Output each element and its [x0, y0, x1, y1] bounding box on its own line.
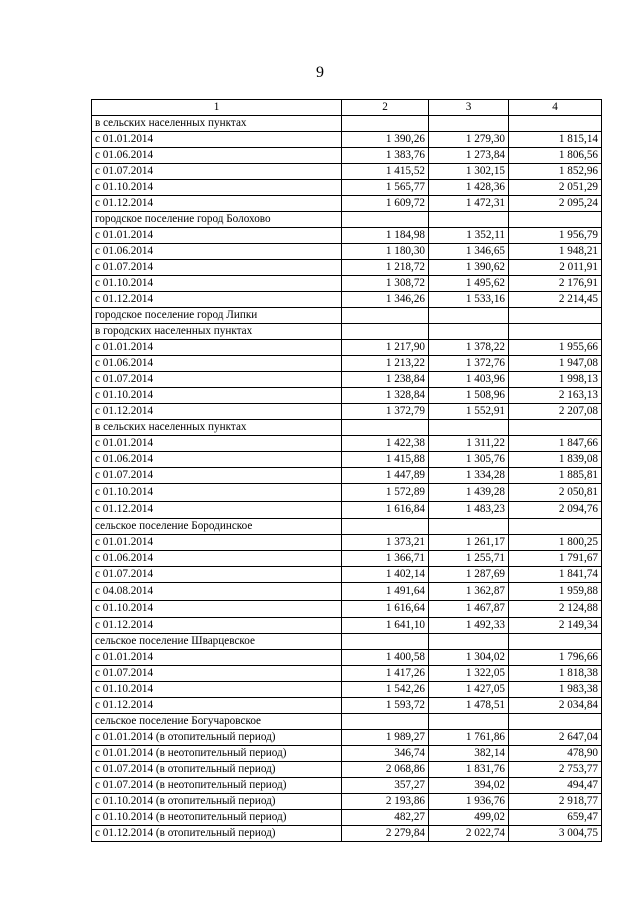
value-cell-col2: 1 565,77	[342, 180, 429, 196]
value-cell-col2: 1 422,38	[342, 436, 429, 452]
value-cell-col3	[429, 324, 509, 340]
value-cell-col3: 1 334,28	[429, 468, 509, 484]
value-cell-col4	[509, 308, 602, 324]
value-cell-col4: 1 948,21	[509, 244, 602, 260]
table-row	[92, 276, 602, 292]
value-cell-col4	[509, 420, 602, 436]
value-cell-col3	[429, 308, 509, 324]
row-label: с 01.01.2014 (в неотопительный период)	[92, 746, 342, 762]
value-cell-col3	[429, 116, 509, 132]
row-label: сельское поселение Бородинское	[92, 519, 342, 535]
row-label: с 01.07.2014	[92, 567, 342, 583]
row-label: с 01.12.2014	[92, 404, 342, 420]
value-cell-col2: 1 415,52	[342, 164, 429, 180]
row-label: с 01.12.2014	[92, 501, 342, 519]
value-cell-col2	[342, 714, 429, 730]
row-label: с 01.01.2014	[92, 650, 342, 666]
value-cell-col3: 1 492,33	[429, 618, 509, 634]
value-cell-col3: 1 255,71	[429, 551, 509, 567]
tariff-table	[91, 99, 602, 842]
value-cell-col4: 2 176,91	[509, 276, 602, 292]
row-label: с 01.07.2014	[92, 372, 342, 388]
row-label: с 01.01.2014	[92, 132, 342, 148]
row-label: с 01.07.2014	[92, 666, 342, 682]
value-cell-col3: 1 378,22	[429, 340, 509, 356]
value-cell-col4: 1 983,38	[509, 682, 602, 698]
value-cell-col2	[342, 212, 429, 228]
value-cell-col2: 1 184,98	[342, 228, 429, 244]
value-cell-col2: 1 616,84	[342, 501, 429, 519]
column-header-4: 4	[509, 100, 602, 116]
value-cell-col4	[509, 634, 602, 650]
row-label: с 01.06.2014	[92, 551, 342, 567]
value-cell-col3: 382,14	[429, 746, 509, 762]
row-label: с 01.12.2014	[92, 698, 342, 714]
table-row	[92, 519, 602, 535]
value-cell-col4: 1 947,08	[509, 356, 602, 372]
value-cell-col3: 1 346,65	[429, 244, 509, 260]
table-row	[92, 436, 602, 452]
value-cell-col3	[429, 519, 509, 535]
value-cell-col4: 2 918,77	[509, 794, 602, 810]
value-cell-col2: 1 346,26	[342, 292, 429, 308]
row-label: с 01.07.2014 (в отопительный период)	[92, 762, 342, 778]
value-cell-col2: 1 593,72	[342, 698, 429, 714]
value-cell-col4: 478,90	[509, 746, 602, 762]
row-label: с 01.10.2014	[92, 600, 342, 618]
value-cell-col2	[342, 324, 429, 340]
table-body	[92, 116, 602, 842]
value-cell-col2: 346,74	[342, 746, 429, 762]
value-cell-col2: 1 609,72	[342, 196, 429, 212]
value-cell-col2: 1 402,14	[342, 567, 429, 583]
table-row	[92, 778, 602, 794]
value-cell-col2: 1 383,76	[342, 148, 429, 164]
value-cell-col4: 494,47	[509, 778, 602, 794]
value-cell-col2: 1 238,84	[342, 372, 429, 388]
table-row	[92, 292, 602, 308]
row-label: с 04.08.2014	[92, 583, 342, 601]
value-cell-col2: 2 279,84	[342, 826, 429, 842]
table-row	[92, 180, 602, 196]
page-number: 9	[316, 64, 324, 81]
value-cell-col4	[509, 324, 602, 340]
value-cell-col4: 1 839,08	[509, 452, 602, 468]
value-cell-col3: 1 428,36	[429, 180, 509, 196]
row-label: с 01.01.2014	[92, 228, 342, 244]
row-label: с 01.10.2014 (в отопительный период)	[92, 794, 342, 810]
value-cell-col4: 1 959,88	[509, 583, 602, 601]
value-cell-col3: 1 273,84	[429, 148, 509, 164]
value-cell-col4	[509, 116, 602, 132]
value-cell-col4: 3 004,75	[509, 826, 602, 842]
table-row	[92, 260, 602, 276]
value-cell-col4: 2 051,29	[509, 180, 602, 196]
value-cell-col4: 1 796,66	[509, 650, 602, 666]
value-cell-col2: 1 217,90	[342, 340, 429, 356]
value-cell-col2	[342, 420, 429, 436]
value-cell-col3: 1 467,87	[429, 600, 509, 618]
value-cell-col4: 2 095,24	[509, 196, 602, 212]
value-cell-col3: 1 478,51	[429, 698, 509, 714]
value-cell-col3: 1 362,87	[429, 583, 509, 601]
row-label: городское поселение город Болохово	[92, 212, 342, 228]
row-label: с 01.12.2014	[92, 292, 342, 308]
row-label: с 01.06.2014	[92, 452, 342, 468]
value-cell-col3: 1 533,16	[429, 292, 509, 308]
value-cell-col4: 1 800,25	[509, 535, 602, 551]
value-cell-col3: 1 403,96	[429, 372, 509, 388]
value-cell-col3: 1 302,15	[429, 164, 509, 180]
row-label: с 01.07.2014	[92, 260, 342, 276]
value-cell-col2: 1 989,27	[342, 730, 429, 746]
value-cell-col3: 1 304,02	[429, 650, 509, 666]
table-row	[92, 567, 602, 583]
row-label: в городских населенных пунктах	[92, 324, 342, 340]
value-cell-col3	[429, 634, 509, 650]
value-cell-col2	[342, 519, 429, 535]
row-label: городское поселение город Липки	[92, 308, 342, 324]
row-label: в сельских населенных пунктах	[92, 116, 342, 132]
column-header-2: 2	[342, 100, 429, 116]
table-row	[92, 634, 602, 650]
value-cell-col4: 2 050,81	[509, 484, 602, 502]
table-row	[92, 682, 602, 698]
table-row	[92, 196, 602, 212]
table-row	[92, 501, 602, 519]
value-cell-col2	[342, 308, 429, 324]
value-cell-col4	[509, 714, 602, 730]
row-label: с 01.06.2014	[92, 148, 342, 164]
value-cell-col3: 1 427,05	[429, 682, 509, 698]
row-label: с 01.01.2014	[92, 436, 342, 452]
row-label: с 01.07.2014	[92, 468, 342, 484]
value-cell-col4: 2 163,13	[509, 388, 602, 404]
value-cell-col3: 1 305,76	[429, 452, 509, 468]
value-cell-col4: 659,47	[509, 810, 602, 826]
value-cell-col2: 1 491,64	[342, 583, 429, 601]
value-cell-col2: 1 328,84	[342, 388, 429, 404]
value-cell-col3: 1 372,76	[429, 356, 509, 372]
value-cell-col2: 1 616,64	[342, 600, 429, 618]
table-row	[92, 794, 602, 810]
table-row	[92, 468, 602, 484]
table-row	[92, 388, 602, 404]
row-label: с 01.06.2014	[92, 356, 342, 372]
value-cell-col2: 1 366,71	[342, 551, 429, 567]
value-cell-col2: 1 218,72	[342, 260, 429, 276]
table-row	[92, 132, 602, 148]
value-cell-col3: 1 552,91	[429, 404, 509, 420]
value-cell-col2: 1 400,58	[342, 650, 429, 666]
value-cell-col4: 1 841,74	[509, 567, 602, 583]
table-row	[92, 618, 602, 634]
table-row	[92, 308, 602, 324]
value-cell-col2: 1 417,26	[342, 666, 429, 682]
value-cell-col3: 1 483,23	[429, 501, 509, 519]
row-label: с 01.10.2014	[92, 388, 342, 404]
value-cell-col3: 1 287,69	[429, 567, 509, 583]
value-cell-col2: 1 308,72	[342, 276, 429, 292]
value-cell-col2: 482,27	[342, 810, 429, 826]
row-label: с 01.01.2014 (в отопительный период)	[92, 730, 342, 746]
table-row	[92, 116, 602, 132]
table-row	[92, 600, 602, 618]
value-cell-col4: 1 885,81	[509, 468, 602, 484]
value-cell-col2: 357,27	[342, 778, 429, 794]
row-label: с 01.07.2014 (в неотопительный период)	[92, 778, 342, 794]
table-row	[92, 583, 602, 601]
row-label: с 01.10.2014 (в неотопительный период)	[92, 810, 342, 826]
table-row	[92, 551, 602, 567]
value-cell-col4: 1 955,66	[509, 340, 602, 356]
value-cell-col4: 1 998,13	[509, 372, 602, 388]
value-cell-col3	[429, 714, 509, 730]
value-cell-col4: 1 815,14	[509, 132, 602, 148]
value-cell-col3: 1 472,31	[429, 196, 509, 212]
row-label: сельское поселение Шварцевское	[92, 634, 342, 650]
value-cell-col4	[509, 519, 602, 535]
table-row	[92, 762, 602, 778]
table-row	[92, 420, 602, 436]
table-row	[92, 228, 602, 244]
value-cell-col4	[509, 212, 602, 228]
value-cell-col3: 1 352,11	[429, 228, 509, 244]
table-row	[92, 484, 602, 502]
value-cell-col4: 1 791,67	[509, 551, 602, 567]
value-cell-col2	[342, 116, 429, 132]
row-label: сельское поселение Богучаровское	[92, 714, 342, 730]
value-cell-col4: 1 818,38	[509, 666, 602, 682]
row-label: в сельских населенных пунктах	[92, 420, 342, 436]
table-row	[92, 746, 602, 762]
value-cell-col4: 1 852,96	[509, 164, 602, 180]
value-cell-col4: 1 956,79	[509, 228, 602, 244]
table-row	[92, 404, 602, 420]
value-cell-col2: 1 180,30	[342, 244, 429, 260]
table-row	[92, 730, 602, 746]
value-cell-col3: 1 831,76	[429, 762, 509, 778]
value-cell-col2: 1 572,89	[342, 484, 429, 502]
table-row	[92, 324, 602, 340]
table-row	[92, 452, 602, 468]
row-label: с 01.10.2014	[92, 682, 342, 698]
value-cell-col3	[429, 420, 509, 436]
row-label: с 01.06.2014	[92, 244, 342, 260]
value-cell-col3	[429, 212, 509, 228]
table-row	[92, 810, 602, 826]
value-cell-col4: 1 806,56	[509, 148, 602, 164]
value-cell-col3: 1 311,22	[429, 436, 509, 452]
value-cell-col4: 2 011,91	[509, 260, 602, 276]
value-cell-col4: 2 124,88	[509, 600, 602, 618]
row-label: с 01.12.2014	[92, 196, 342, 212]
value-cell-col4: 2 753,77	[509, 762, 602, 778]
value-cell-col2: 1 447,89	[342, 468, 429, 484]
value-cell-col4: 2 149,34	[509, 618, 602, 634]
table-row	[92, 698, 602, 714]
value-cell-col4: 2 647,04	[509, 730, 602, 746]
row-label: с 01.01.2014	[92, 340, 342, 356]
value-cell-col3: 499,02	[429, 810, 509, 826]
table-row	[92, 212, 602, 228]
value-cell-col4: 2 094,76	[509, 501, 602, 519]
value-cell-col2: 2 193,86	[342, 794, 429, 810]
value-cell-col3: 1 508,96	[429, 388, 509, 404]
value-cell-col4: 2 214,45	[509, 292, 602, 308]
row-label: с 01.01.2014	[92, 535, 342, 551]
value-cell-col2: 1 213,22	[342, 356, 429, 372]
column-header-1: 1	[92, 100, 342, 116]
value-cell-col2: 1 390,26	[342, 132, 429, 148]
value-cell-col3: 1 279,30	[429, 132, 509, 148]
row-label: с 01.10.2014	[92, 180, 342, 196]
table-row	[92, 340, 602, 356]
value-cell-col2: 1 641,10	[342, 618, 429, 634]
table-row	[92, 356, 602, 372]
value-cell-col2: 2 068,86	[342, 762, 429, 778]
row-label: с 01.10.2014	[92, 276, 342, 292]
value-cell-col2: 1 372,79	[342, 404, 429, 420]
table-row	[92, 372, 602, 388]
table-row	[92, 714, 602, 730]
value-cell-col2: 1 542,26	[342, 682, 429, 698]
value-cell-col3: 1 322,05	[429, 666, 509, 682]
value-cell-col2: 1 373,21	[342, 535, 429, 551]
row-label: с 01.10.2014	[92, 484, 342, 502]
row-label: с 01.12.2014 (в отопительный период)	[92, 826, 342, 842]
table-row	[92, 826, 602, 842]
value-cell-col3: 394,02	[429, 778, 509, 794]
value-cell-col2: 1 415,88	[342, 452, 429, 468]
row-label: с 01.12.2014	[92, 618, 342, 634]
table-header-row	[92, 100, 602, 116]
table-row	[92, 666, 602, 682]
table-row	[92, 164, 602, 180]
value-cell-col3: 1 439,28	[429, 484, 509, 502]
table-row	[92, 650, 602, 666]
column-header-3: 3	[429, 100, 509, 116]
value-cell-col3: 1 495,62	[429, 276, 509, 292]
table-row	[92, 148, 602, 164]
value-cell-col3: 1 390,62	[429, 260, 509, 276]
value-cell-col4: 2 034,84	[509, 698, 602, 714]
table-row	[92, 535, 602, 551]
value-cell-col3: 1 761,86	[429, 730, 509, 746]
row-label: с 01.07.2014	[92, 164, 342, 180]
value-cell-col3: 1 936,76	[429, 794, 509, 810]
value-cell-col4: 1 847,66	[509, 436, 602, 452]
table-row	[92, 244, 602, 260]
value-cell-col4: 2 207,08	[509, 404, 602, 420]
value-cell-col3: 2 022,74	[429, 826, 509, 842]
value-cell-col3: 1 261,17	[429, 535, 509, 551]
value-cell-col2	[342, 634, 429, 650]
